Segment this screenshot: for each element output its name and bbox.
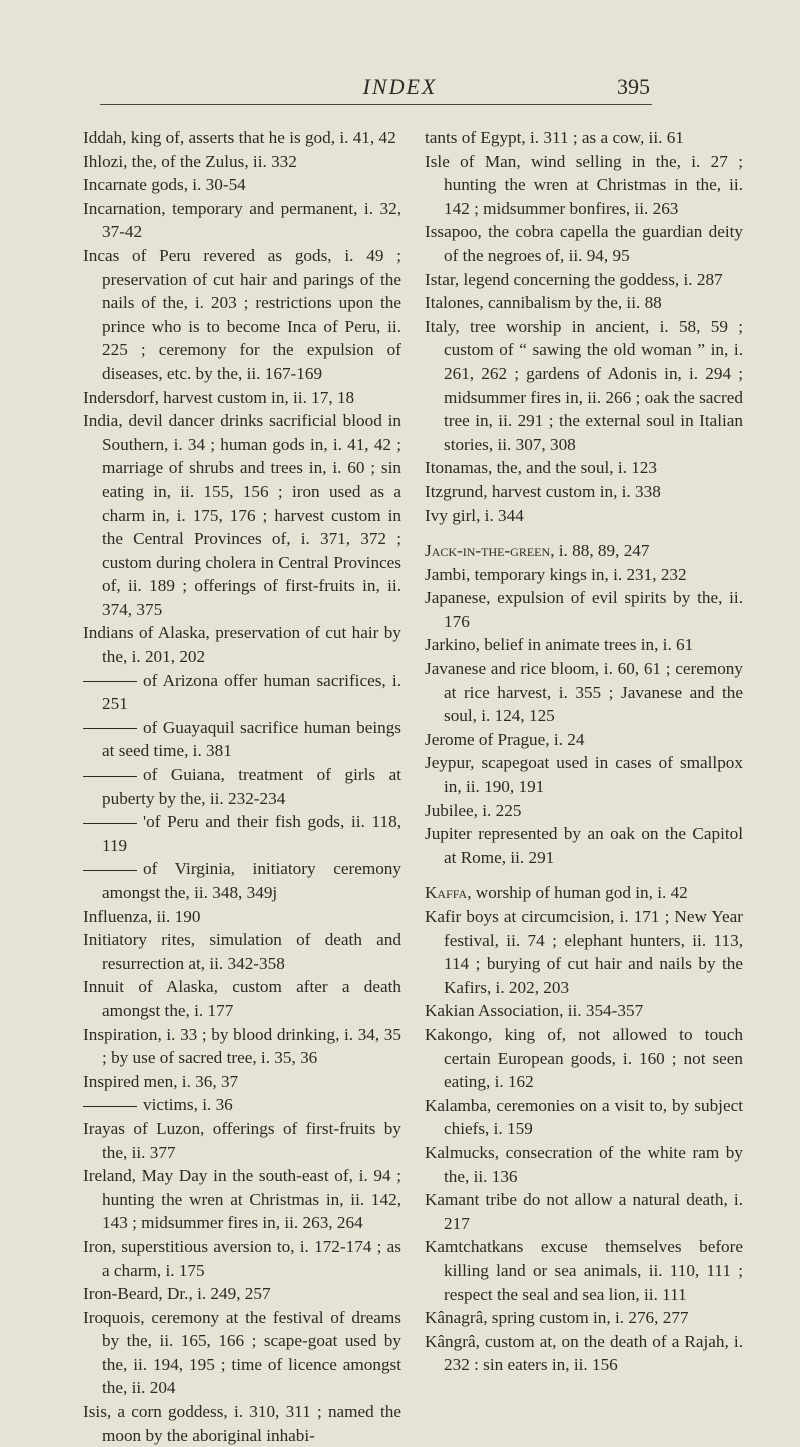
entry-text: Itzgrund, harvest custom in, i. 338 [425, 481, 661, 501]
index-entry [83, 975, 401, 1022]
entry-text: Italy, tree worship in ancient, i. 58, 59 ; custom of “ sawing the old woman ” in, i. 261, 262 ; gardens of Adonis in, i. 294 ; midsummer fires in, ii. 266 ; oak the sacred tree in, ii. 291 ; the external soul in Italian stories, ii. 307, 308 [425, 316, 743, 454]
header-rule [100, 104, 652, 105]
ditto-dash [83, 776, 137, 777]
index-entry [425, 539, 743, 563]
entry-text: Iron-Beard, Dr., i. 249, 257 [83, 1284, 271, 1304]
index-entry [83, 1306, 401, 1400]
entry-text: Inspiration, i. 33 ; by blood drinking, i. 34, 35 ; by use of sacred tree, i. 35, 36 [83, 1024, 401, 1068]
index-entry [83, 928, 401, 975]
index-entry [425, 905, 743, 999]
ditto-dash [83, 681, 137, 682]
entry-text: Initiatory rites, simulation of death and resurrection at, ii. 342-358 [83, 930, 401, 973]
index-entry [425, 822, 743, 869]
entry-text: Iddah, king of, asserts that he is god, i. 41, 42 [83, 128, 396, 147]
index-entry [83, 1117, 401, 1164]
entry-text: Itonamas, the, and the soul, i. 123 [425, 458, 657, 478]
entry-text: Japanese, expulsion of evil spirits by the, ii. 176 [425, 588, 743, 631]
entry-text: Ivy girl, i. 344 [425, 505, 524, 525]
index-entry [83, 1400, 401, 1447]
entry-text: Indians of Alaska, preservation of cut hair by the, i. 201, 202 [83, 623, 401, 667]
index-entry [425, 1330, 743, 1377]
entry-text: Isis, a corn goddess, i. 310, 311 ; named the moon by the aboriginal inhabi- [83, 1402, 401, 1445]
entry-text: Issapoo, the cobra capella the guardian deity of the negroes of, ii. 94, 95 [425, 222, 743, 265]
index-entry [425, 1094, 743, 1141]
index-entry [83, 1282, 401, 1306]
index-entry [425, 799, 743, 823]
entry-text: Innuit of Alaska, custom after a death amongst the, i. 177 [83, 977, 401, 1020]
entry-text: Jubilee, i. 225 [425, 800, 522, 820]
index-entry [425, 291, 743, 315]
entry-text: , worship of human god in, i. 42 [467, 883, 688, 903]
entry-text: Italones, cannibalism by the, ii. 88 [425, 293, 662, 313]
index-entry [83, 1023, 401, 1070]
index-entry [83, 386, 401, 410]
index-entry [425, 1188, 743, 1235]
page-header [0, 0, 800, 110]
index-entry [425, 220, 743, 267]
entry-text: of Arizona offer human sacrifices, i. 251 [102, 670, 401, 714]
index-entry [83, 763, 401, 810]
entry-text: Javanese and rice bloom, i. 60, 61 ; ceremony at rice harvest, i. 355 ; Javanese and the soul, i. 124, 125 [425, 659, 743, 726]
index-entry [83, 409, 401, 621]
index-entry [425, 504, 743, 528]
index-entry [425, 728, 743, 752]
entry-text: of Guiana, treatment of girls at puberty by the, ii. 232-234 [102, 765, 401, 808]
entry-text: Iroquois, ceremony at the festival of dreams by the, ii. 165, 166 ; scape-goat used by the, ii. 194, 195 ; time of licence amongst the, ii. 204 [83, 1307, 401, 1398]
index-entry [425, 751, 743, 798]
entry-text: Istar, legend concerning the goddess, i. 287 [425, 269, 723, 289]
index-entry [425, 1235, 743, 1306]
index-entry [425, 268, 743, 292]
index-entry [83, 1164, 401, 1235]
ditto-dash [83, 870, 137, 871]
index-entry [425, 586, 743, 633]
index-entry [425, 126, 743, 150]
index-entry [425, 480, 743, 504]
index-entry [83, 857, 401, 904]
entry-text: Kakongo, king of, not allowed to touch certain European goods, i. 160 ; not seen eating, i. 162 [425, 1024, 743, 1092]
entry-text: victims, i. 36 [143, 1095, 233, 1115]
index-entry [425, 1306, 743, 1330]
index-entry [83, 1235, 401, 1282]
entry-text: Ireland, May Day in the south-east of, i. 94 ; hunting the wren at Christmas in, ii. 142, 143 ; midsummer fires in, ii. 263, 264 [83, 1166, 401, 1233]
entry-text: Kamant tribe do not allow a natural death, i. 217 [425, 1190, 743, 1233]
entry-headword: Kaffa [425, 883, 468, 903]
index-entry [425, 999, 743, 1023]
index-entry [83, 905, 401, 929]
entry-text: Kamtchatkans excuse themselves before killing land or sea animals, ii. 110, 111 ; respect the seal and sea lion, ii. 111 [425, 1237, 743, 1304]
entry-text: Irayas of Luzon, offerings of first-fruits by the, ii. 377 [83, 1118, 401, 1162]
entry-text: of Guayaquil sacrifice human beings at seed time, i. 381 [102, 717, 401, 761]
index-entry [425, 315, 743, 457]
entry-text: Kângrâ, custom at, on the death of a Rajah, i. 232 : sin eaters in, ii. 156 [425, 1331, 743, 1375]
entry-text: , i. 88, 89, 247 [550, 541, 650, 561]
entry-text: Ihlozi, the, of the Zulus, ii. 332 [83, 151, 297, 171]
entry-text: Jeypur, scapegoat used in cases of smallpox in, ii. 190, 191 [425, 753, 743, 797]
index-entry [425, 150, 743, 221]
index-entry [83, 126, 401, 150]
index-entry [83, 197, 401, 244]
entry-text: tants of Egypt, i. 311 ; as a cow, ii. 61 [425, 128, 684, 147]
index-entry [425, 1141, 743, 1188]
ditto-dash [83, 823, 137, 824]
page-number: 395 [617, 74, 650, 99]
index-entry [425, 881, 743, 905]
entry-text: Kalamba, ceremonies on a visit to, by subject chiefs, i. 159 [425, 1095, 743, 1139]
index-entry [83, 716, 401, 763]
index-entry [425, 563, 743, 587]
index-entry [425, 657, 743, 728]
entry-text: Jerome of Prague, i. 24 [425, 729, 585, 749]
entry-text: Incas of Peru revered as gods, i. 49 ; preservation of cut hair and parings of the nails of the, i. 203 ; restrictions upon the prince who is to become Inca of Peru, ii. 225 ; ceremony for the expulsion of diseases, etc. by the, ii. 167-169 [83, 245, 401, 383]
index-entry [425, 633, 743, 657]
entry-text: Isle of Man, wind selling in the, i. 27 ; hunting the wren at Christmas in the, ii. 142 ; midsummer bonfires, ii. 263 [425, 151, 743, 218]
entry-text: Inspired men, i. 36, 37 [83, 1071, 239, 1091]
entry-text: Jambi, temporary kings in, i. 231, 232 [425, 564, 687, 584]
entry-text: of Virginia, initiatory ceremony amongst the, ii. 348, 349j [102, 859, 401, 902]
entry-text: Kalmucks, consecration of the white ram by the, ii. 136 [425, 1142, 743, 1186]
entry-text: Kafir boys at circumcision, i. 171 ; New Year festival, ii. 74 ; elephant hunters, ii. 113, 114 ; burying of cut hair and nails by the Kafirs, i. 202, 203 [425, 907, 743, 997]
index-entry [83, 1093, 401, 1117]
index-entry [83, 621, 401, 668]
index-entry [425, 456, 743, 480]
entry-headword: Jack-in-the-green [425, 541, 551, 561]
entry-text: Influenza, ii. 190 [83, 906, 201, 926]
index-entry [83, 669, 401, 716]
entry-text: 'of Peru and their fish gods, ii. 118, 119 [102, 812, 401, 855]
index-column-left [83, 126, 401, 1447]
entry-text: India, devil dancer drinks sacrificial blood in Southern, i. 34 ; human gods in, i. 41, 42 ; marriage of shrubs and trees in, i. 60 ; sin eating in, ii. 155, 156 ; iron used as a charm in, i. 175, 176 ; harvest custom in the Central Provinces of, i. 371, 372 ; custom during cholera in Central Provinces of, ii. 189 ; offerings of first-fruits in, ii. 374, 375 [83, 411, 401, 619]
running-title: INDEX [362, 74, 438, 99]
entry-text: Kânagrâ, spring custom in, i. 276, 277 [425, 1308, 689, 1328]
ditto-dash [83, 1106, 137, 1107]
index-entry [83, 173, 401, 197]
index-column-right [425, 126, 743, 1377]
index-entry [83, 244, 401, 386]
index-entry [83, 150, 401, 174]
entry-text: Incarnation, temporary and permanent, i. 32, 37-42 [83, 198, 401, 242]
entry-text: Indersdorf, harvest custom in, ii. 17, 18 [83, 387, 355, 407]
entry-text: Jupiter represented by an oak on the Capitol at Rome, ii. 291 [425, 824, 743, 867]
index-entry [425, 1023, 743, 1094]
entry-text: Kakian Association, ii. 354-357 [425, 1001, 644, 1021]
entry-text: Incarnate gods, i. 30-54 [83, 175, 246, 195]
index-entry [83, 810, 401, 857]
entry-text: Jarkino, belief in animate trees in, i. 61 [425, 635, 694, 655]
ditto-dash [83, 728, 137, 729]
entry-text: Iron, superstitious aversion to, i. 172-174 ; as a charm, i. 175 [83, 1236, 401, 1280]
index-entry [83, 1070, 401, 1094]
